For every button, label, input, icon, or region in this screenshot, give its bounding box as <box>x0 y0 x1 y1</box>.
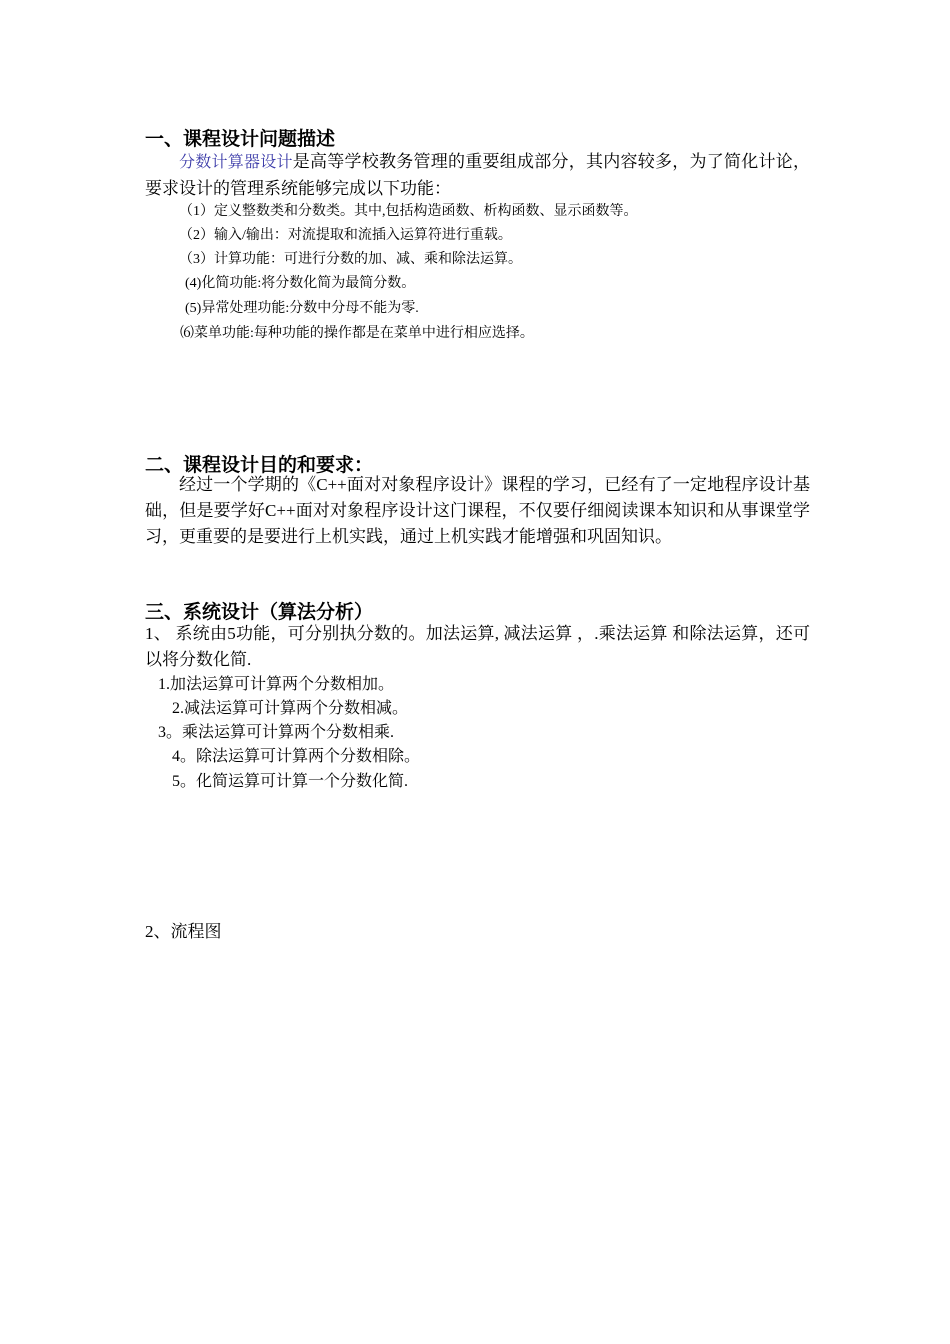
section3-heading: 三、系统设计（算法分析） <box>145 601 374 623</box>
list-item: 2.减法运算可计算两个分数相减。 <box>172 700 409 717</box>
section2-heading: 二、课程设计目的和要求： <box>145 454 374 476</box>
flowchart-label: 2、流程图 <box>145 922 222 941</box>
section3-para: 1、 系统由5功能，可分别执分数的。加法运算, 减法运算 ，.乘法运算 和除法运算，还可以将分数化简. <box>145 624 810 669</box>
list-item: 4。除法运算可计算两个分数相除。 <box>172 748 421 765</box>
section1-heading: 一、课程设计问题描述 <box>145 128 336 150</box>
list-item: 3。乘法运算可计算两个分数相乘. <box>158 724 395 741</box>
list-item: （3）计算功能：可进行分数的加、减、乘和除法运算。 <box>179 252 522 267</box>
intro-link[interactable]: 分数计算器设计 <box>179 154 293 171</box>
list-item: (4)化简功能:将分数化简为最简分数。 <box>185 276 416 291</box>
list-item: ⑹菜单功能:每种功能的操作都是在菜单中进行相应选择。 <box>180 326 534 341</box>
intro-text: 是高等学校教务管理的重要组成部分，其内容较多，为了简化计论，要求设计的管理系统能够完成以下功能： <box>145 152 810 198</box>
section1-intro <box>145 149 810 202</box>
list-item: （1）定义整数类和分数类。其中,包括构造函数、析构函数、显示函数等。 <box>179 204 638 219</box>
list-item: 5。化简运算可计算一个分数化简. <box>172 773 409 790</box>
list-item: 1.加法运算可计算两个分数相加。 <box>158 676 395 693</box>
list-item: (5)异常处理功能:分数中分母不能为零. <box>185 301 419 316</box>
section2-body: 经过一个学期的《C++面对对象程序设计》课程的学习，已经有了一定地程序设计基础，但是要学好C++面对对象程序设计这门课程，不仅要仔细阅读课本知识和从事课堂学习，更重要的是要进行上机实践，通过上机实践才能增强和巩固知识。 <box>145 475 810 546</box>
list-item: （2）输入/输出：对流提取和流插入运算符进行重载。 <box>179 228 512 243</box>
